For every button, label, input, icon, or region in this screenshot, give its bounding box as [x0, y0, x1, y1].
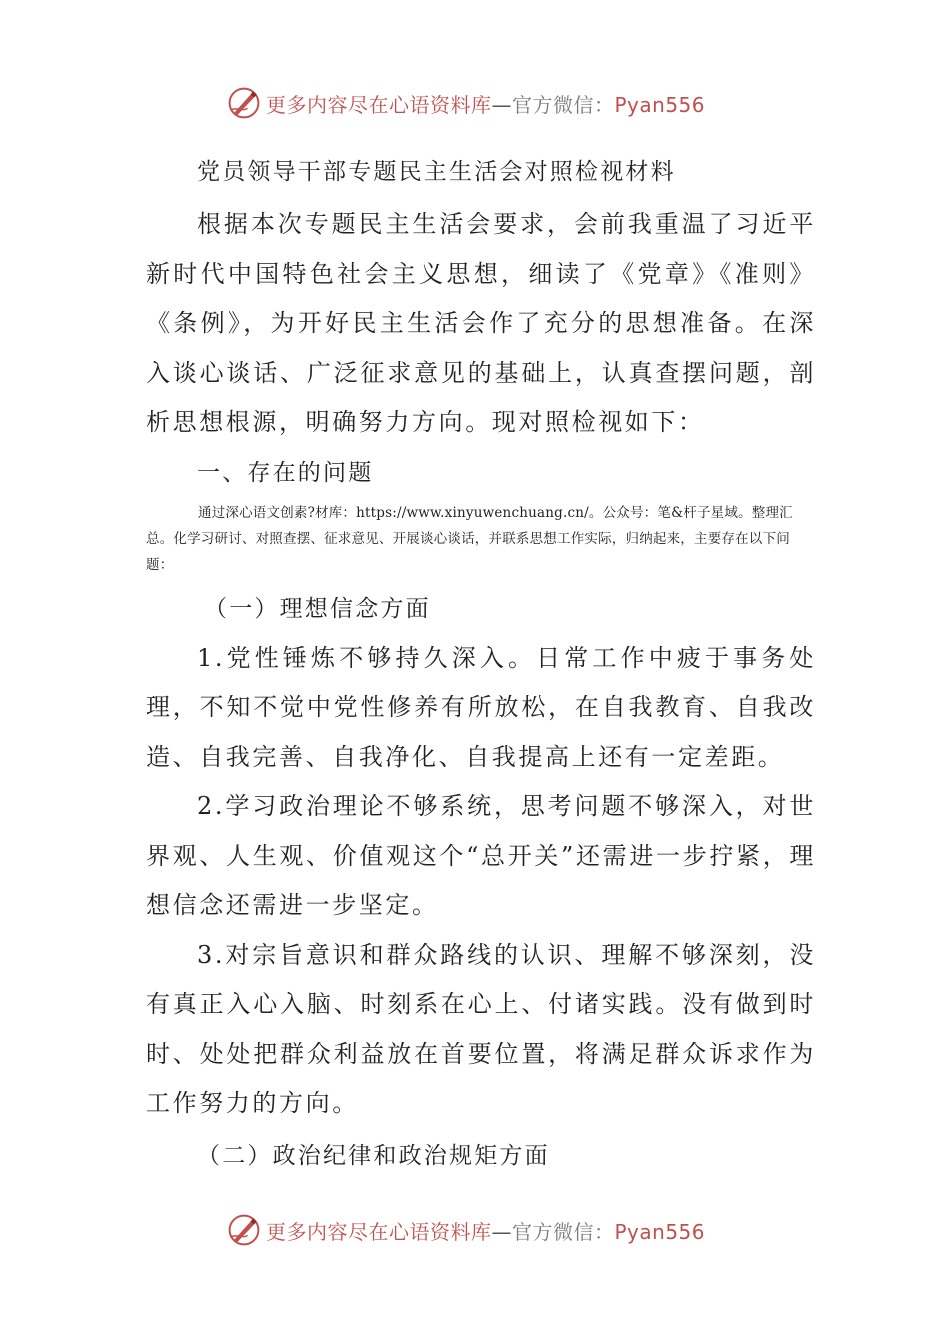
banner-dash: — — [491, 1219, 512, 1244]
pen-logo-icon — [226, 85, 262, 121]
banner-main-text: 更多内容尽在心语资料库 — [266, 92, 492, 117]
banner-official-label: 官方微信： — [512, 1219, 615, 1244]
section-heading-problems: 一、存在的问题 — [197, 459, 374, 486]
document-title: 党员领导干部专题民主生活会对照检视材料 — [197, 159, 676, 185]
intro-paragraph: 根据本次专题民主生活会要求，会前我重温了习近平新时代中国特色社会主义思想，细读了《党章》《准则》《条例》，为开好民主生活会作了充分的思想准备。在深入谈心谈话、广泛征求意见的基础上，认真查摆问题，剖析思想根源，明确努力方向。现对照检视如下： — [146, 210, 816, 436]
banner-wechat-id: Pyan556 — [614, 92, 706, 117]
banner-wechat-id: Pyan556 — [614, 1219, 706, 1244]
subsection-heading-discipline: （二）政治纪律和政治规矩方面 — [197, 1142, 550, 1169]
banner-main-text: 更多内容尽在心语资料库 — [266, 1219, 492, 1244]
banner-official-label: 官方微信： — [512, 92, 615, 117]
list-item: 2.学习政治理论不够系统，思考问题不够深入，对世界观、人生观、价值观这个“总开关”还需进一步拧紧，理想信念还需进一步坚定。 — [146, 792, 816, 919]
subsection-heading-ideals: （一）理想信念方面 — [204, 595, 431, 622]
header-banner — [226, 83, 746, 123]
pen-logo-icon — [226, 1212, 262, 1248]
list-item: 1.党性锤炼不够持久深入。日常工作中疲于事务处理，不知不觉中党性修养有所放松，在自我教育、自我改造、自我完善、自我净化、自我提高上还有一定差距。 — [146, 643, 816, 771]
document-body — [146, 150, 816, 1181]
list-item: 3.对宗旨意识和群众路线的认识、理解不够深刻，没有真正入心入脑、时刻系在心上、付诸实践。没有做到时时、处处把群众利益放在首要位置，将满足群众诉求作为工作努力的方向。 — [146, 940, 816, 1117]
banner-dash: — — [491, 92, 512, 117]
footer-banner — [226, 1210, 746, 1250]
source-note: 通过深心语文创素?材库：https://www.xinyuwenchuang.cn/。公众号：笔&杆子星域。整理汇总。化学习研讨、对照查摆、征求意见、开展谈心谈话，并联系思想工作实际，归纳起来，主要存在以下问题： — [146, 504, 793, 573]
